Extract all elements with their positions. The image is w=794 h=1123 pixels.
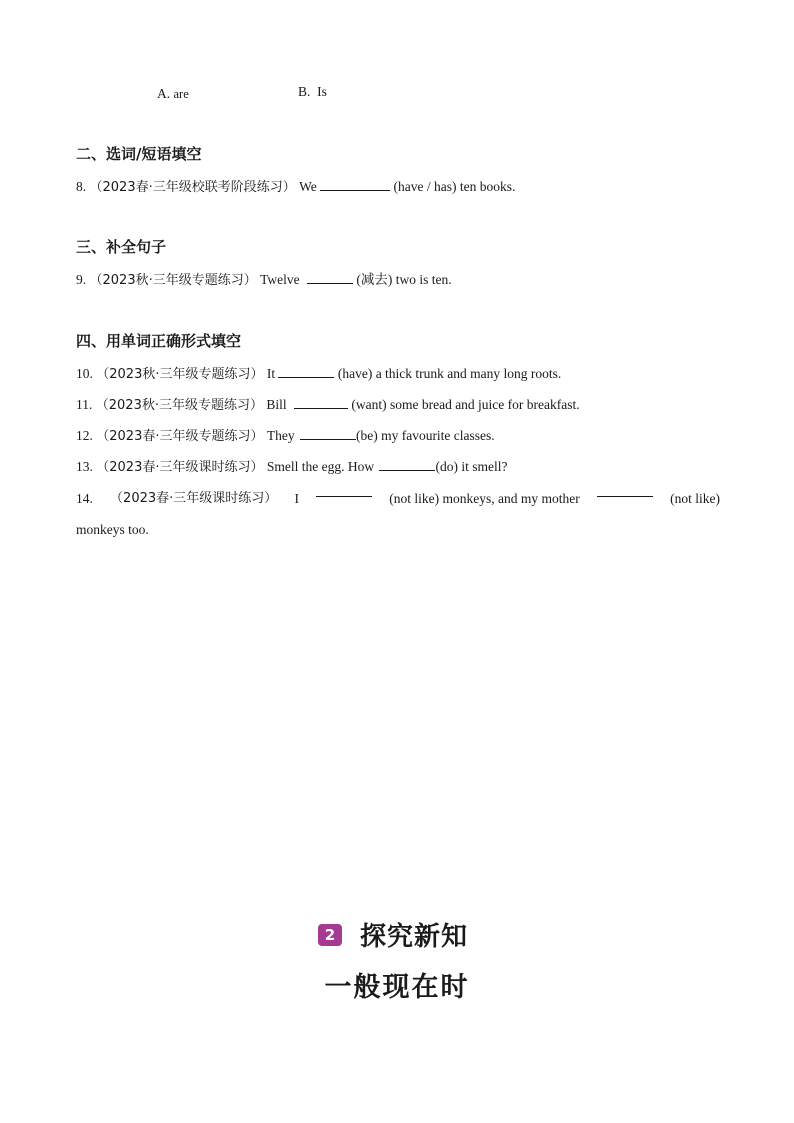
question-13	[76, 457, 507, 477]
answer-blank[interactable]	[320, 177, 390, 191]
answer-blank[interactable]	[316, 483, 372, 497]
question-14	[76, 483, 720, 545]
question-source: （2023秋·三年级专题练习）	[95, 398, 263, 413]
question-text-middle: (not like) monkeys, and my mother	[389, 491, 580, 506]
question-text-after: (have / has) ten books.	[393, 179, 516, 194]
option-a-letter: A.	[157, 86, 171, 101]
answer-blank[interactable]	[278, 364, 334, 378]
question-number: 14.	[76, 491, 93, 506]
option-b	[298, 83, 327, 101]
section-heading-2: 二、选词/短语填空	[76, 145, 202, 163]
question-11	[76, 395, 580, 415]
question-text-before: Smell the egg. How	[266, 459, 375, 474]
answer-blank[interactable]	[300, 426, 356, 440]
question-text-before: Bill	[266, 397, 287, 412]
question-10	[76, 364, 561, 384]
question-9	[76, 270, 452, 290]
question-text-after: (do) it smell?	[435, 459, 508, 474]
option-a	[157, 85, 189, 103]
question-number: 12.	[76, 428, 93, 443]
question-source: （2023秋·三年级专题练习）	[89, 273, 257, 288]
question-text-before: We	[299, 179, 317, 194]
question-source: （2023春·三年级校联考阶段练习）	[89, 180, 296, 195]
question-text-after: (be) my favourite classes.	[355, 428, 495, 443]
option-b-text: Is	[317, 84, 327, 99]
question-text-before: I	[294, 491, 299, 506]
answer-blank[interactable]	[597, 483, 653, 497]
question-12	[76, 426, 495, 446]
section-subtitle: 一般现在时	[324, 972, 470, 1003]
section-title: 探究新知	[360, 922, 469, 952]
question-text-after: (减去) two is ten.	[356, 272, 452, 287]
question-text-after: (not like)	[670, 491, 720, 506]
question-text-after: (have) a thick trunk and many long roots.	[337, 366, 562, 381]
question-number: 9.	[76, 272, 87, 287]
question-number: 11.	[76, 397, 93, 412]
section-heading-4: 四、用单词正确形式填空	[76, 332, 242, 350]
question-number: 10.	[76, 366, 93, 381]
answer-blank[interactable]	[294, 395, 348, 409]
question-14-line-1	[76, 483, 720, 514]
section-number-badge: 2	[318, 924, 342, 946]
question-14-line-2: monkeys too.	[76, 522, 149, 537]
question-text-before: They	[266, 428, 295, 443]
question-text-before: Twelve	[260, 272, 300, 287]
section-heading-3: 三、补全句子	[76, 238, 167, 256]
question-source: （2023秋·三年级专题练习）	[96, 367, 264, 382]
option-b-letter: B.	[298, 84, 311, 99]
question-source: （2023春·三年级课时练习）	[96, 460, 264, 475]
question-source: （2023春·三年级课时练习）	[110, 491, 278, 506]
answer-blank[interactable]	[379, 457, 435, 471]
question-number: 13.	[76, 459, 93, 474]
option-a-text: are	[173, 87, 189, 101]
question-8	[76, 177, 515, 197]
answer-blank[interactable]	[307, 270, 353, 284]
question-text-before: It	[266, 366, 276, 381]
question-text-after: (want) some bread and juice for breakfast.	[351, 397, 580, 412]
question-source: （2023春·三年级专题练习）	[96, 429, 264, 444]
question-number: 8.	[76, 179, 87, 194]
